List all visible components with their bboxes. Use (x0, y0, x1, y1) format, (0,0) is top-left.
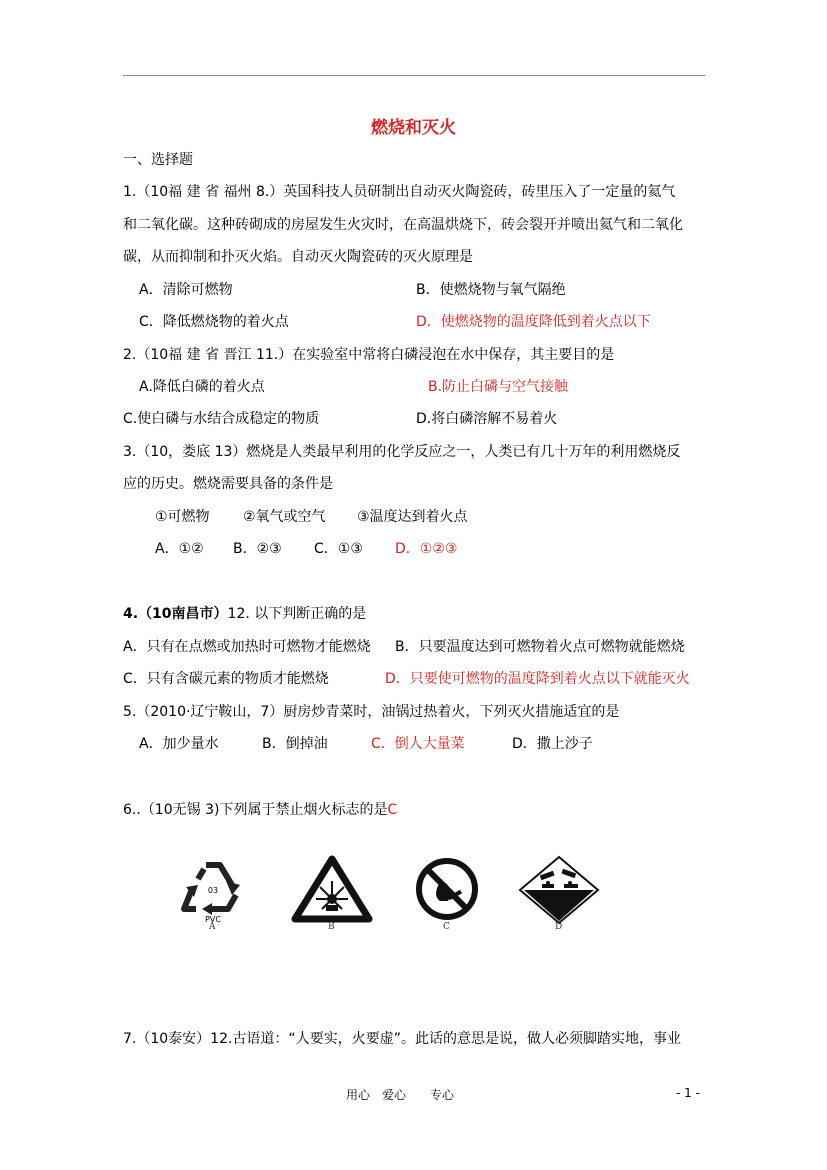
q4-option-a: A．只有在点燃或加热时可燃物才能燃烧 (123, 639, 371, 655)
q4-line1 (123, 604, 366, 624)
q4-option-d-answer: D．只要使可燃物的温度降到着火点以下就能灭火 (385, 671, 690, 687)
q2-option-b-answer: B.防止白磷与空气接触 (428, 379, 569, 395)
q1-option-b: B．使燃烧物与氧气隔绝 (416, 282, 566, 298)
q4-source: （10南昌市） (138, 606, 228, 622)
explosive-warning-icon (289, 855, 375, 925)
q1-option-d-answer: D．使燃烧物的温度降低到着火点以下 (416, 314, 651, 330)
q3-line2: 应的历史。燃烧需要具备的条件是 (123, 476, 333, 492)
sign-label-a: A (209, 922, 216, 932)
q4-number: 4. (123, 606, 139, 622)
sign-label-d: D (555, 922, 563, 932)
q3-option-d-answer: D．①②③ (395, 541, 458, 557)
q2-line1: 2.（10福 建 省 晋江 11.）在实验室中常将白磷浸泡在水中保存，其主要目的是 (123, 347, 615, 363)
q3-condition-2: ②氧气或空气 (243, 509, 326, 525)
q5-line1: 5.（2010·辽宁鞍山，7）厨房炒青菜时，油锅过热着火，下列灭火措施适宜的是 (123, 704, 620, 720)
q5-option-c-answer: C．倒人大量菜 (371, 736, 465, 752)
section-heading: 一、选择题 (123, 152, 193, 168)
sign-label-c: C (443, 922, 450, 932)
q3-option-b: B．②③ (233, 541, 282, 557)
footer-motto: 用心 爱心 专心 (346, 1088, 455, 1102)
q6-answer: C (387, 802, 398, 818)
recycle-pvc-icon (170, 855, 256, 925)
q4-option-b: B．只要温度达到可燃物着火点可燃物就能燃烧 (395, 639, 685, 655)
page-number: - 1 - (676, 1086, 700, 1100)
q7-line1: 7.（10泰安）12.古语道：“人要实，火要虚”。此话的意思是说，做人必须脚踏实地，事业 (123, 1031, 681, 1047)
q1-line1: 1.（10福 建 省 福州 8.）英国科技人员研制出自动灭火陶瓷砖，砖里压入了一定量的氦气 (123, 184, 676, 200)
q1-option-c: C．降低燃烧物的着火点 (139, 314, 289, 330)
q3-line1: 3.（10，娄底 13）燃烧是人类最早利用的化学反应之一，人类已有几十万年的利用燃烧反 (123, 444, 681, 460)
corrosive-warning-icon (516, 855, 602, 925)
q4-option-c: C．只有含碳元素的物质才能燃烧 (123, 671, 329, 687)
header-rule (123, 75, 705, 76)
q5-option-a: A．加少量水 (139, 736, 219, 752)
q1-option-a: A．清除可燃物 (139, 282, 233, 298)
q5-option-d: D．撒上沙子 (512, 736, 593, 752)
q3-option-a: A．①② (155, 541, 204, 557)
q2-option-c: C.使白磷与水结合成稳定的物质 (123, 411, 320, 427)
no-fire-icon (404, 855, 490, 925)
q3-condition-1: ①可燃物 (155, 509, 210, 525)
q4-stem: 12. 以下判断正确的是 (227, 606, 367, 622)
recycle-code: 03 (207, 886, 219, 895)
q5-option-b: B．倒掉油 (262, 736, 328, 752)
sign-label-b: B (328, 922, 335, 932)
q3-option-c: C．①③ (314, 541, 363, 557)
q2-option-d: D.将白磷溶解不易着火 (416, 411, 558, 427)
q6-line1 (123, 800, 397, 820)
q6-stem: 6..（10无锡 3)下列属于禁止烟火标志的是 (123, 802, 388, 818)
pvc-label: PVC (205, 915, 221, 924)
q1-line2: 和二氧化碳。这种砖砌成的房屋发生火灾时，在高温烘烧下，砖会裂开并喷出氦气和二氧化 (123, 217, 683, 233)
q2-option-a: A.降低白磷的着火点 (139, 379, 265, 395)
q1-line3: 碳，从而抑制和扑灭火焰。自动灭火陶瓷砖的灭火原理是 (123, 249, 473, 265)
q3-condition-3: ③温度达到着火点 (357, 509, 468, 525)
page-title: 燃烧和灭火 (371, 118, 456, 138)
